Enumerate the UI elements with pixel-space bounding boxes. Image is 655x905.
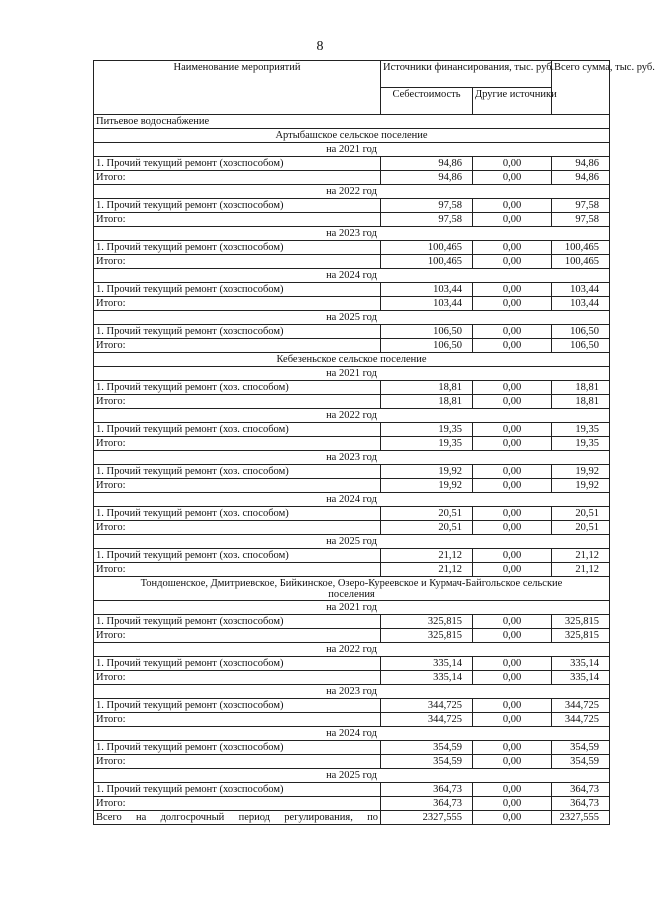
subtotal-label-cell: Итого: (94, 437, 381, 451)
year-cell: на 2024 год (94, 269, 610, 283)
year-cell: на 2022 год (94, 643, 610, 657)
subtotal-other-cell: 0,00 (473, 797, 552, 811)
year-cell: на 2025 год (94, 311, 610, 325)
year-row (94, 269, 610, 283)
subtotal-total-cell: 18,81 (552, 395, 610, 409)
subtotal-row (94, 395, 610, 409)
item-name-cell: 1. Прочий текущий ремонт (хоз. способом) (94, 549, 381, 563)
subtotal-cost-cell: 106,50 (381, 339, 473, 353)
year-cell: на 2025 год (94, 535, 610, 549)
subtotal-total-cell: 97,58 (552, 213, 610, 227)
section-title-row (94, 577, 610, 601)
section-title-cell: Артыбашское сельское поселение (94, 129, 610, 143)
item-name-cell: 1. Прочий текущий ремонт (хоз. способом) (94, 381, 381, 395)
item-cost-cell: 21,12 (381, 549, 473, 563)
year-row (94, 535, 610, 549)
item-name-cell: 1. Прочий текущий ремонт (хозспособом) (94, 657, 381, 671)
item-other-cell: 0,00 (473, 423, 552, 437)
item-name-cell: 1. Прочий текущий ремонт (хозспособом) (94, 325, 381, 339)
subtotal-total-cell: 19,35 (552, 437, 610, 451)
grand-total-cost-cell: 2327,555 (381, 811, 473, 825)
item-row (94, 657, 610, 671)
item-cost-cell: 354,59 (381, 741, 473, 755)
item-row (94, 549, 610, 563)
subtotal-row (94, 255, 610, 269)
year-row (94, 409, 610, 423)
subtotal-label-cell: Итого: (94, 521, 381, 535)
item-other-cell: 0,00 (473, 325, 552, 339)
subtotal-total-cell: 335,14 (552, 671, 610, 685)
category-row (94, 115, 610, 129)
subtotal-cost-cell: 100,465 (381, 255, 473, 269)
subtotal-total-cell: 100,465 (552, 255, 610, 269)
subtotal-label-cell: Итого: (94, 339, 381, 353)
year-row (94, 185, 610, 199)
item-total-cell: 325,815 (552, 615, 610, 629)
subtotal-other-cell: 0,00 (473, 563, 552, 577)
item-total-cell: 20,51 (552, 507, 610, 521)
item-row (94, 507, 610, 521)
item-other-cell: 0,00 (473, 241, 552, 255)
subtotal-cost-cell: 97,58 (381, 213, 473, 227)
item-total-cell: 19,35 (552, 423, 610, 437)
year-row (94, 311, 610, 325)
year-row (94, 493, 610, 507)
subtotal-label-cell: Итого: (94, 297, 381, 311)
subtotal-other-cell: 0,00 (473, 339, 552, 353)
subtotal-label-cell: Итого: (94, 629, 381, 643)
item-name-cell: 1. Прочий текущий ремонт (хозспособом) (94, 157, 381, 171)
subtotal-row (94, 671, 610, 685)
item-other-cell: 0,00 (473, 699, 552, 713)
header-name-cell: Наименование мероприятий (94, 61, 381, 115)
subtotal-cost-cell: 344,725 (381, 713, 473, 727)
item-total-cell: 103,44 (552, 283, 610, 297)
subtotal-cost-cell: 354,59 (381, 755, 473, 769)
item-cost-cell: 325,815 (381, 615, 473, 629)
subtotal-row (94, 171, 610, 185)
subtotal-cost-cell: 18,81 (381, 395, 473, 409)
header-sources-cell: Источники финансирования, тыс. руб. (381, 61, 552, 88)
item-other-cell: 0,00 (473, 283, 552, 297)
year-cell: на 2024 год (94, 493, 610, 507)
year-row (94, 227, 610, 241)
subtotal-total-cell: 354,59 (552, 755, 610, 769)
item-name-cell: 1. Прочий текущий ремонт (хозспособом) (94, 241, 381, 255)
year-cell: на 2025 год (94, 769, 610, 783)
subtotal-other-cell: 0,00 (473, 713, 552, 727)
item-cost-cell: 106,50 (381, 325, 473, 339)
subtotal-total-cell: 344,725 (552, 713, 610, 727)
item-name-cell: 1. Прочий текущий ремонт (хозспособом) (94, 283, 381, 297)
subtotal-label-cell: Итого: (94, 395, 381, 409)
item-name-cell: 1. Прочий текущий ремонт (хоз. способом) (94, 507, 381, 521)
section-title-cell: Тондошенское, Дмитриевское, Бийкинское, Озеро-Куреевское и Курмач-Байгольское сельские поселения (94, 577, 610, 601)
year-row (94, 367, 610, 381)
item-name-cell: 1. Прочий текущий ремонт (хозспособом) (94, 699, 381, 713)
year-row (94, 601, 610, 615)
subtotal-row (94, 563, 610, 577)
subtotal-other-cell: 0,00 (473, 755, 552, 769)
subtotal-total-cell: 325,815 (552, 629, 610, 643)
subtotal-row (94, 629, 610, 643)
item-total-cell: 106,50 (552, 325, 610, 339)
item-cost-cell: 18,81 (381, 381, 473, 395)
item-total-cell: 344,725 (552, 699, 610, 713)
subtotal-total-cell: 106,50 (552, 339, 610, 353)
item-row (94, 741, 610, 755)
item-row (94, 615, 610, 629)
year-cell: на 2021 год (94, 143, 610, 157)
year-row (94, 727, 610, 741)
item-other-cell: 0,00 (473, 549, 552, 563)
subtotal-row (94, 297, 610, 311)
year-cell: на 2022 год (94, 185, 610, 199)
grand-total-label-cell: Всего на долгосрочный период регулирования, по (94, 811, 381, 825)
item-other-cell: 0,00 (473, 199, 552, 213)
item-total-cell: 18,81 (552, 381, 610, 395)
item-total-cell: 21,12 (552, 549, 610, 563)
year-cell: на 2023 год (94, 451, 610, 465)
item-row (94, 325, 610, 339)
subtotal-row (94, 521, 610, 535)
subtotal-other-cell: 0,00 (473, 171, 552, 185)
item-other-cell: 0,00 (473, 783, 552, 797)
item-row (94, 199, 610, 213)
item-cost-cell: 94,86 (381, 157, 473, 171)
item-row (94, 241, 610, 255)
subtotal-row (94, 755, 610, 769)
item-total-cell: 354,59 (552, 741, 610, 755)
item-cost-cell: 19,92 (381, 465, 473, 479)
item-total-cell: 100,465 (552, 241, 610, 255)
subtotal-label-cell: Итого: (94, 171, 381, 185)
subtotal-other-cell: 0,00 (473, 671, 552, 685)
section-title-row (94, 129, 610, 143)
subtotal-label-cell: Итого: (94, 713, 381, 727)
year-row (94, 685, 610, 699)
year-row (94, 769, 610, 783)
subtotal-cost-cell: 335,14 (381, 671, 473, 685)
subtotal-total-cell: 19,92 (552, 479, 610, 493)
item-total-cell: 97,58 (552, 199, 610, 213)
item-row (94, 783, 610, 797)
year-row (94, 143, 610, 157)
item-cost-cell: 364,73 (381, 783, 473, 797)
subtotal-cost-cell: 19,35 (381, 437, 473, 451)
item-row (94, 157, 610, 171)
section-title-cell: Кебезеньское сельское поселение (94, 353, 610, 367)
item-other-cell: 0,00 (473, 507, 552, 521)
subtotal-label-cell: Итого: (94, 797, 381, 811)
item-row (94, 283, 610, 297)
subtotal-row (94, 713, 610, 727)
subtotal-row (94, 479, 610, 493)
item-other-cell: 0,00 (473, 157, 552, 171)
subtotal-other-cell: 0,00 (473, 479, 552, 493)
item-name-cell: 1. Прочий текущий ремонт (хозспособом) (94, 783, 381, 797)
item-cost-cell: 97,58 (381, 199, 473, 213)
item-other-cell: 0,00 (473, 741, 552, 755)
header-cost-cell: Себестоимость (381, 88, 473, 115)
year-cell: на 2023 год (94, 227, 610, 241)
subtotal-label-cell: Итого: (94, 563, 381, 577)
item-row (94, 699, 610, 713)
item-row (94, 423, 610, 437)
subtotal-other-cell: 0,00 (473, 213, 552, 227)
year-row (94, 451, 610, 465)
subtotal-row (94, 213, 610, 227)
subtotal-total-cell: 364,73 (552, 797, 610, 811)
subtotal-cost-cell: 94,86 (381, 171, 473, 185)
subtotal-total-cell: 103,44 (552, 297, 610, 311)
item-total-cell: 19,92 (552, 465, 610, 479)
section-title-row (94, 353, 610, 367)
subtotal-label-cell: Итого: (94, 479, 381, 493)
grand-total-other-cell: 0,00 (473, 811, 552, 825)
subtotal-other-cell: 0,00 (473, 255, 552, 269)
year-cell: на 2021 год (94, 367, 610, 381)
subtotal-row (94, 437, 610, 451)
item-name-cell: 1. Прочий текущий ремонт (хоз. способом) (94, 423, 381, 437)
item-cost-cell: 19,35 (381, 423, 473, 437)
header-row (94, 61, 610, 88)
subtotal-label-cell: Итого: (94, 755, 381, 769)
subtotal-label-cell: Итого: (94, 671, 381, 685)
item-cost-cell: 20,51 (381, 507, 473, 521)
item-name-cell: 1. Прочий текущий ремонт (хоз. способом) (94, 465, 381, 479)
item-row (94, 465, 610, 479)
item-other-cell: 0,00 (473, 615, 552, 629)
subtotal-other-cell: 0,00 (473, 521, 552, 535)
subtotal-row (94, 797, 610, 811)
item-cost-cell: 335,14 (381, 657, 473, 671)
year-cell: на 2024 год (94, 727, 610, 741)
page-number: 8 (316, 39, 324, 54)
item-total-cell: 364,73 (552, 783, 610, 797)
subtotal-total-cell: 20,51 (552, 521, 610, 535)
item-total-cell: 94,86 (552, 157, 610, 171)
subtotal-cost-cell: 20,51 (381, 521, 473, 535)
grand-total-total-cell: 2327,555 (552, 811, 610, 825)
subtotal-other-cell: 0,00 (473, 437, 552, 451)
financing-table (93, 60, 655, 825)
subtotal-other-cell: 0,00 (473, 297, 552, 311)
subtotal-cost-cell: 103,44 (381, 297, 473, 311)
subtotal-cost-cell: 19,92 (381, 479, 473, 493)
item-name-cell: 1. Прочий текущий ремонт (хозспособом) (94, 741, 381, 755)
header-total-cell: Всего сумма, тыс. руб. (552, 61, 610, 115)
subtotal-cost-cell: 325,815 (381, 629, 473, 643)
item-other-cell: 0,00 (473, 381, 552, 395)
item-other-cell: 0,00 (473, 657, 552, 671)
subtotal-label-cell: Итого: (94, 213, 381, 227)
item-name-cell: 1. Прочий текущий ремонт (хозспособом) (94, 199, 381, 213)
item-total-cell: 335,14 (552, 657, 610, 671)
year-cell: на 2021 год (94, 601, 610, 615)
subtotal-total-cell: 21,12 (552, 563, 610, 577)
subtotal-total-cell: 94,86 (552, 171, 610, 185)
year-cell: на 2023 год (94, 685, 610, 699)
subtotal-other-cell: 0,00 (473, 395, 552, 409)
item-name-cell: 1. Прочий текущий ремонт (хозспособом) (94, 615, 381, 629)
grand-total-row (94, 811, 610, 825)
item-cost-cell: 344,725 (381, 699, 473, 713)
subtotal-other-cell: 0,00 (473, 629, 552, 643)
item-other-cell: 0,00 (473, 465, 552, 479)
subtotal-cost-cell: 21,12 (381, 563, 473, 577)
subtotal-row (94, 339, 610, 353)
item-row (94, 381, 610, 395)
year-cell: на 2022 год (94, 409, 610, 423)
header-other-cell: Другие источники (473, 88, 552, 115)
category-cell: Питьевое водоснабжение (94, 115, 610, 129)
item-cost-cell: 103,44 (381, 283, 473, 297)
subtotal-cost-cell: 364,73 (381, 797, 473, 811)
year-row (94, 643, 610, 657)
subtotal-label-cell: Итого: (94, 255, 381, 269)
item-cost-cell: 100,465 (381, 241, 473, 255)
